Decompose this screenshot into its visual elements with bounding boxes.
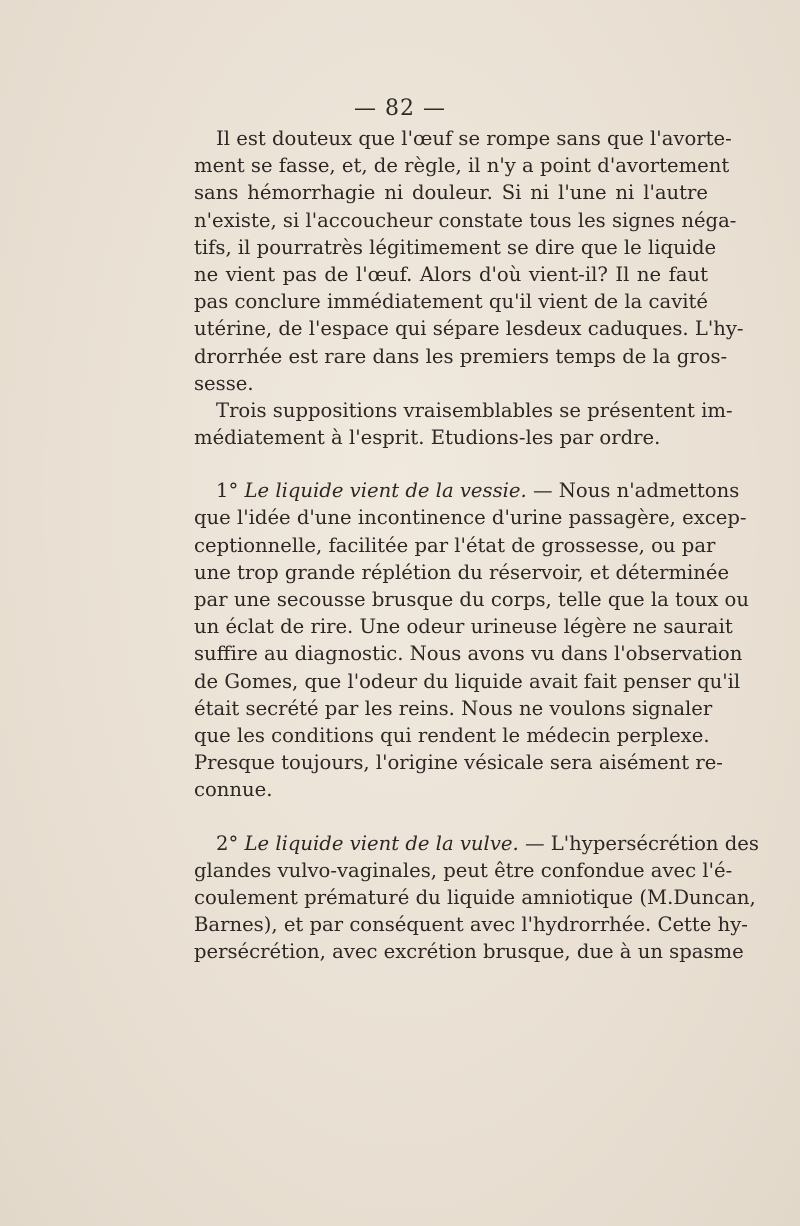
section-number: 1°	[216, 479, 239, 503]
section-heading-line	[194, 477, 740, 504]
text-line: utérine, de l'espace qui sépare lesdeux caduques. L'hy-	[194, 317, 744, 341]
section-heading-line	[194, 830, 759, 857]
section-title: Le liquide vient de la vessie.	[244, 479, 527, 503]
text-line: pas conclure immédiatement qu'il vient de la cavité	[194, 290, 708, 314]
text-line: Presque toujours, l'origine vésicale sera aisément re-	[194, 751, 723, 775]
section-heading-rest: — L'hypersécrétion des	[524, 831, 759, 855]
page-number: — 82 —	[354, 96, 446, 121]
paragraph-1	[194, 125, 744, 397]
text-line: persécrétion, avec excrétion brusque, due à un spasme	[194, 940, 744, 964]
text-line: par une secousse brusque du corps, telle que la toux ou	[194, 588, 749, 611]
body-text	[194, 125, 759, 965]
text-line: était secrété par les reins. Nous ne voulons signaler	[194, 696, 713, 720]
text-line: n'existe, si l'accoucheur constate tous les signes néga-	[194, 208, 737, 232]
section-1	[194, 477, 749, 803]
text-line: tifs, il pourratrès légitimement se dire que le liquide	[194, 235, 717, 259]
section-gap	[194, 804, 708, 830]
paragraph-2	[194, 397, 733, 451]
section-2	[194, 830, 759, 966]
section-gap	[194, 451, 708, 477]
text-line: Barnes), et par conséquent avec l'hydrorrhée. Cette hy-	[194, 913, 748, 937]
text-line: ne vient pas de l'œuf. Alors d'où vient-il? Il ne faut	[194, 262, 708, 286]
text-line: Il est douteux que l'œuf se rompe sans que l'avorte-	[216, 127, 732, 150]
text-line: glandes vulvo-vaginales, peut être confondue avec l'é-	[194, 858, 733, 882]
text-line: médiatement à l'esprit. Etudions-les par ordre.	[194, 426, 661, 450]
text-line: suffire au diagnostic. Nous avons vu dans l'observation	[194, 642, 743, 666]
section-heading-rest: — Nous n'admettons	[532, 479, 740, 503]
text-line: un éclat de rire. Une odeur urineuse légère ne saurait	[194, 615, 733, 639]
text-line: que les conditions qui rendent le médecin perplexe.	[194, 723, 710, 747]
text-line: une trop grande réplétion du réservoir, et déterminée	[194, 560, 730, 584]
section-title: Le liquide vient de la vulve.	[244, 831, 519, 855]
text-line: ment se fasse, et, de règle, il n'y a point d'avortement	[194, 154, 730, 178]
text-line: sesse.	[194, 371, 254, 395]
text-line: ceptionnelle, facilitée par l'état de grossesse, ou par	[194, 533, 716, 557]
text-line: coulement prématuré du liquide amniotique (M.Duncan,	[194, 885, 756, 909]
text-line: de Gomes, que l'odeur du liquide avait fait penser qu'il	[194, 669, 741, 693]
text-line: drorrhée est rare dans les premiers temps de la gros-	[194, 344, 728, 368]
text-line: sans hémorrhagie ni douleur. Si ni l'une ni l'autre	[194, 181, 708, 205]
section-number: 2°	[216, 831, 239, 855]
text-line: connue.	[194, 778, 273, 802]
text-line: Trois suppositions vraisemblables se présentent im-	[216, 398, 733, 422]
text-line: que l'idée d'une incontinence d'urine passagère, excep-	[194, 506, 747, 530]
